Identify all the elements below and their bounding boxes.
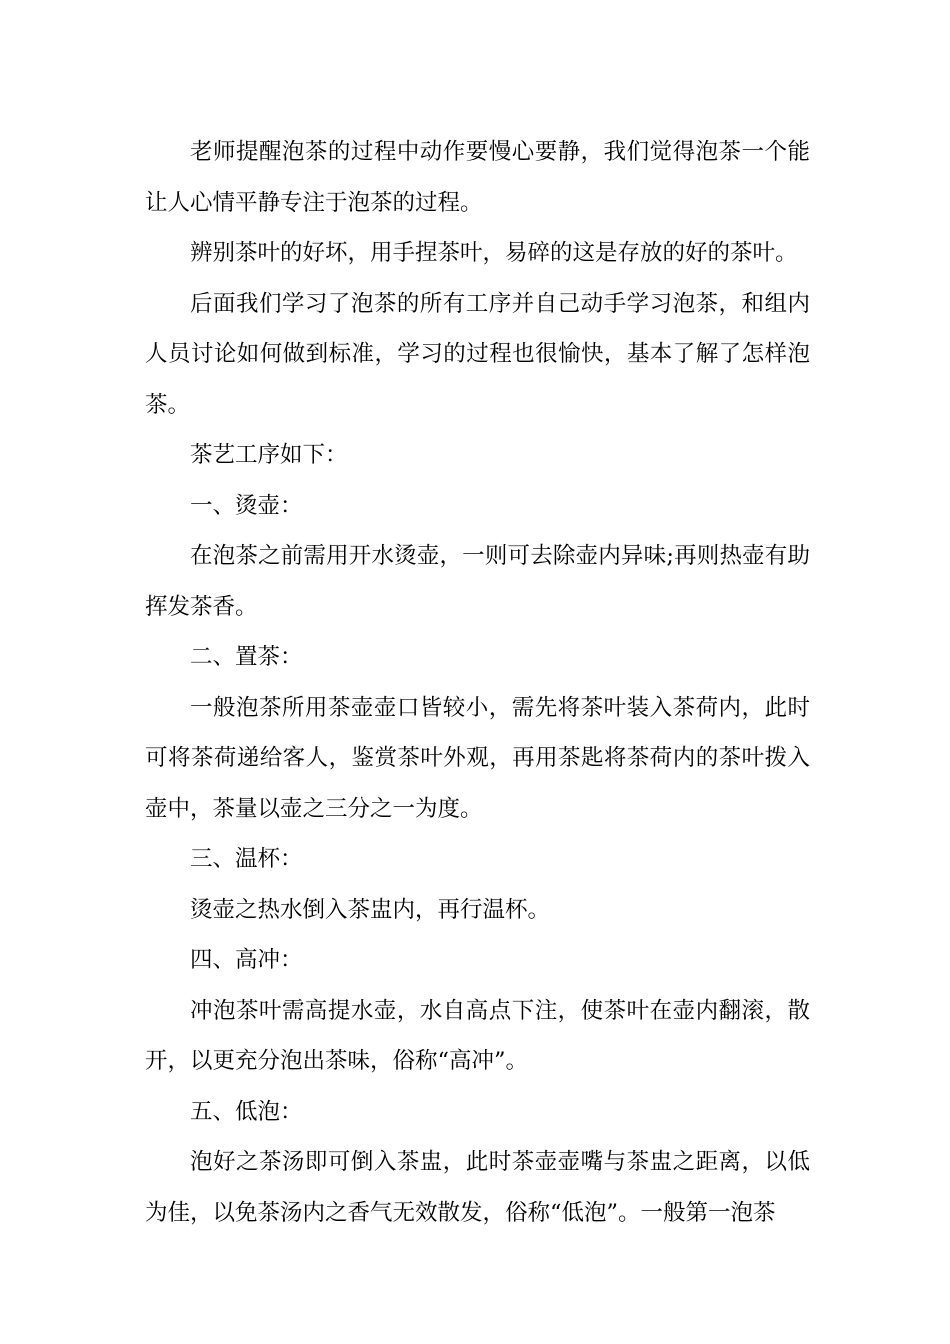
paragraph-step-4: 冲泡茶叶需高提水壶，水自高点下注，使茶叶在壶内翻滚，散开，以更充分泡出茶味，俗称“高冲”。 bbox=[145, 997, 810, 1074]
heading-step-3: 三、温杯： bbox=[190, 846, 303, 872]
heading-step-1: 一、烫壶： bbox=[190, 492, 303, 519]
paragraph-step-5: 泡好之茶汤即可倒入茶盅，此时茶壶壶嘴与茶盅之距离，以低为佳，以免茶汤内之香气无效散发，俗称“低泡”。一般第一泡茶 bbox=[145, 1149, 810, 1226]
paragraph-calm-brewing: 老师提醒泡茶的过程中动作要慢心要静，我们觉得泡茶一个能让人心情平静专注于泡茶的过程。 bbox=[145, 139, 810, 216]
paragraph-judge-tea-leaves: 辨别茶叶的好坏，用手捏茶叶，易碎的这是存放的好的茶叶。 bbox=[190, 240, 798, 266]
heading-step-4: 四、高冲： bbox=[190, 947, 303, 973]
paragraph-step-3: 烫壶之热水倒入茶盅内，再行温杯。 bbox=[190, 896, 551, 923]
heading-step-2: 二、置茶： bbox=[190, 644, 303, 670]
document-body bbox=[145, 127, 810, 1238]
paragraph-step-1: 在泡茶之前需用开水烫壶，一则可去除壶内异味;再则热壶有助挥发茶香。 bbox=[145, 543, 810, 620]
heading-procedures-intro: 茶艺工序如下： bbox=[190, 442, 348, 468]
paragraph-learn-procedures: 后面我们学习了泡茶的所有工序并自己动手学习泡茶，和组内人员讨论如何做到标准，学习的过程也很愉快，基本了解了怎样泡茶。 bbox=[145, 290, 810, 418]
heading-step-5: 五、低泡： bbox=[190, 1098, 303, 1125]
paragraph-step-2: 一般泡茶所用茶壶壶口皆较小，需先将茶叶装入茶荷内，此时可将茶荷递给客人，鉴赏茶叶外观，再用茶匙将茶荷内的茶叶拨入壶中，茶量以壶之三分之一为度。 bbox=[145, 694, 810, 822]
